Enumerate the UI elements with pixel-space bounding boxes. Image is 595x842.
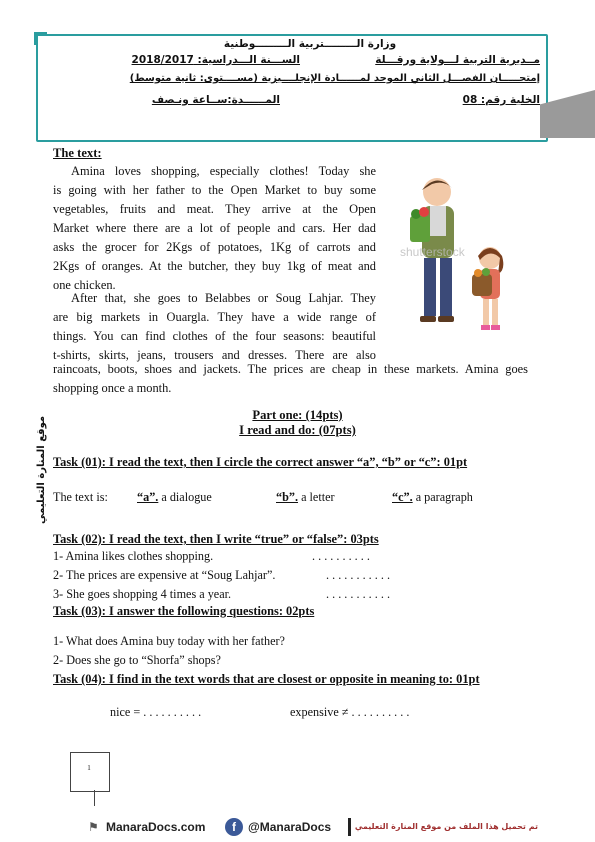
footer-social-link[interactable]: @ManaraDocs xyxy=(248,820,332,834)
task2-title: Task (02): I read the text, then I write “true” or “false”: 03pts xyxy=(53,532,379,546)
cell-number: الخلية رقم: 08 xyxy=(462,94,540,106)
text-paragraph-1 xyxy=(53,162,376,295)
header-corner-decoration xyxy=(34,32,47,45)
part-one-title: Part one: (14pts) xyxy=(252,408,343,422)
task3-question-1: 1- What does Amina buy today with her father? xyxy=(53,634,285,648)
text-line: t-shirts, skirts, jeans, trousers and dresses. There are also xyxy=(53,348,376,362)
option-key: “b”. xyxy=(276,490,299,504)
page-number-box xyxy=(70,752,110,792)
text-line: After that, she goes to Belabbes or Soug Lahjar. They xyxy=(71,291,376,305)
watermark-text: shutterstock xyxy=(400,245,465,259)
text-line: vegetables, fruits and meat. They arrive at the Open xyxy=(53,202,376,216)
text-line: Amina loves shopping, especially clothes! Today she xyxy=(71,164,376,178)
task4-item-nice: nice = . . . . . . . . . . xyxy=(110,705,202,719)
task2-blank-1: . . . . . . . . . . xyxy=(312,549,370,563)
school-year-label: الســـنة الـــدراسية: 2018/2017 xyxy=(131,54,300,66)
footer-logo-icon: ⚑ xyxy=(88,820,99,834)
part-one-subtitle: I read and do: (07pts) xyxy=(239,423,356,437)
task3-question-2: 2- Does she go to “Shorfa” shops? xyxy=(53,653,221,667)
footer-divider xyxy=(348,818,351,836)
father-daughter-shopping-illustration xyxy=(382,170,532,340)
task1-option-c xyxy=(392,490,473,505)
page-number: 1 xyxy=(87,764,91,772)
text-line: asks the grocer for 2Kgs of potatoes, 1Kg of carrots and xyxy=(53,240,376,254)
text-heading: The text: xyxy=(53,146,102,160)
facebook-icon[interactable]: f xyxy=(225,818,243,836)
footer-bar xyxy=(80,818,540,838)
page-number-tick xyxy=(94,790,95,806)
option-text: a paragraph xyxy=(412,490,473,504)
task2-blank-2: . . . . . . . . . . . xyxy=(326,568,390,582)
task3-title: Task (03): I answer the following questions: 02pts xyxy=(53,604,315,618)
option-text: a letter xyxy=(298,490,335,504)
task1-prompt: The text is: xyxy=(53,490,108,504)
text-line: Market where there are a lot of people and cars. Her dad xyxy=(53,221,376,235)
task2-item-2: 2- The prices are expensive at “Soug Lahjar”. xyxy=(53,568,276,582)
task1-option-a xyxy=(137,490,212,505)
text-line: one chicken. xyxy=(53,278,116,292)
option-key: “c”. xyxy=(392,490,413,504)
task2-blank-3: . . . . . . . . . . . xyxy=(326,587,390,601)
task2-item-3: 3- She goes shopping 4 times a year. xyxy=(53,587,232,601)
text-line: shopping once a month. xyxy=(53,381,172,395)
task4-title: Task (04): I find in the text words that are closest or opposite in meaning to: 01pt xyxy=(53,672,480,686)
task2-item-1: 1- Amina likes clothes shopping. xyxy=(53,549,214,563)
exam-title: إمتحـــــان الفصـــل الثاني الموحد لمــــــادة الإنجلــــيزية (مســــتوى: ثانية متوسط) xyxy=(129,73,540,84)
header-side-tab xyxy=(540,90,595,138)
duration-label: المــــــدة:ســاعة ونـصف xyxy=(151,94,280,106)
ministry-title: وزارة الـــــــــتربية الـــــــــوطنية xyxy=(223,38,397,50)
text-paragraph-2-continued xyxy=(53,360,528,398)
option-text: a dialogue xyxy=(158,490,212,504)
task4-item-expensive: expensive ≠ . . . . . . . . . . xyxy=(290,705,410,719)
text-line: raincoats, boots, shoes and jackets. The prices are cheap in these markets. Amina goes xyxy=(53,362,528,376)
side-site-label: موقع المنارة التعليمي xyxy=(36,415,47,525)
directorate-label: مــديرية التربية لـــولاية ورقـــلة xyxy=(375,54,540,66)
footer-site-link[interactable]: ManaraDocs.com xyxy=(106,820,206,834)
header-frame xyxy=(36,34,548,142)
option-key: “a”. xyxy=(137,490,159,504)
task1-title: Task (01): I read the text, then I circle the correct answer “a”, “b” or “c”: 01pt xyxy=(53,455,468,469)
text-line: 2Kgs of oranges. At the butcher, they buy 1kg of meat and xyxy=(53,259,376,273)
footer-arabic-note: تم تحميل هذا الملف من موقع المنارة التعليمي xyxy=(354,822,538,831)
task1-option-b xyxy=(276,490,335,505)
text-line: are big markets in Ouargla. They have a wide range of xyxy=(53,310,376,324)
text-line: things. You can find clothes of the four seasons: beautiful xyxy=(53,329,376,343)
text-paragraph-2 xyxy=(53,289,376,365)
text-line: is going with her father to the Open Market to buy some xyxy=(53,183,376,197)
